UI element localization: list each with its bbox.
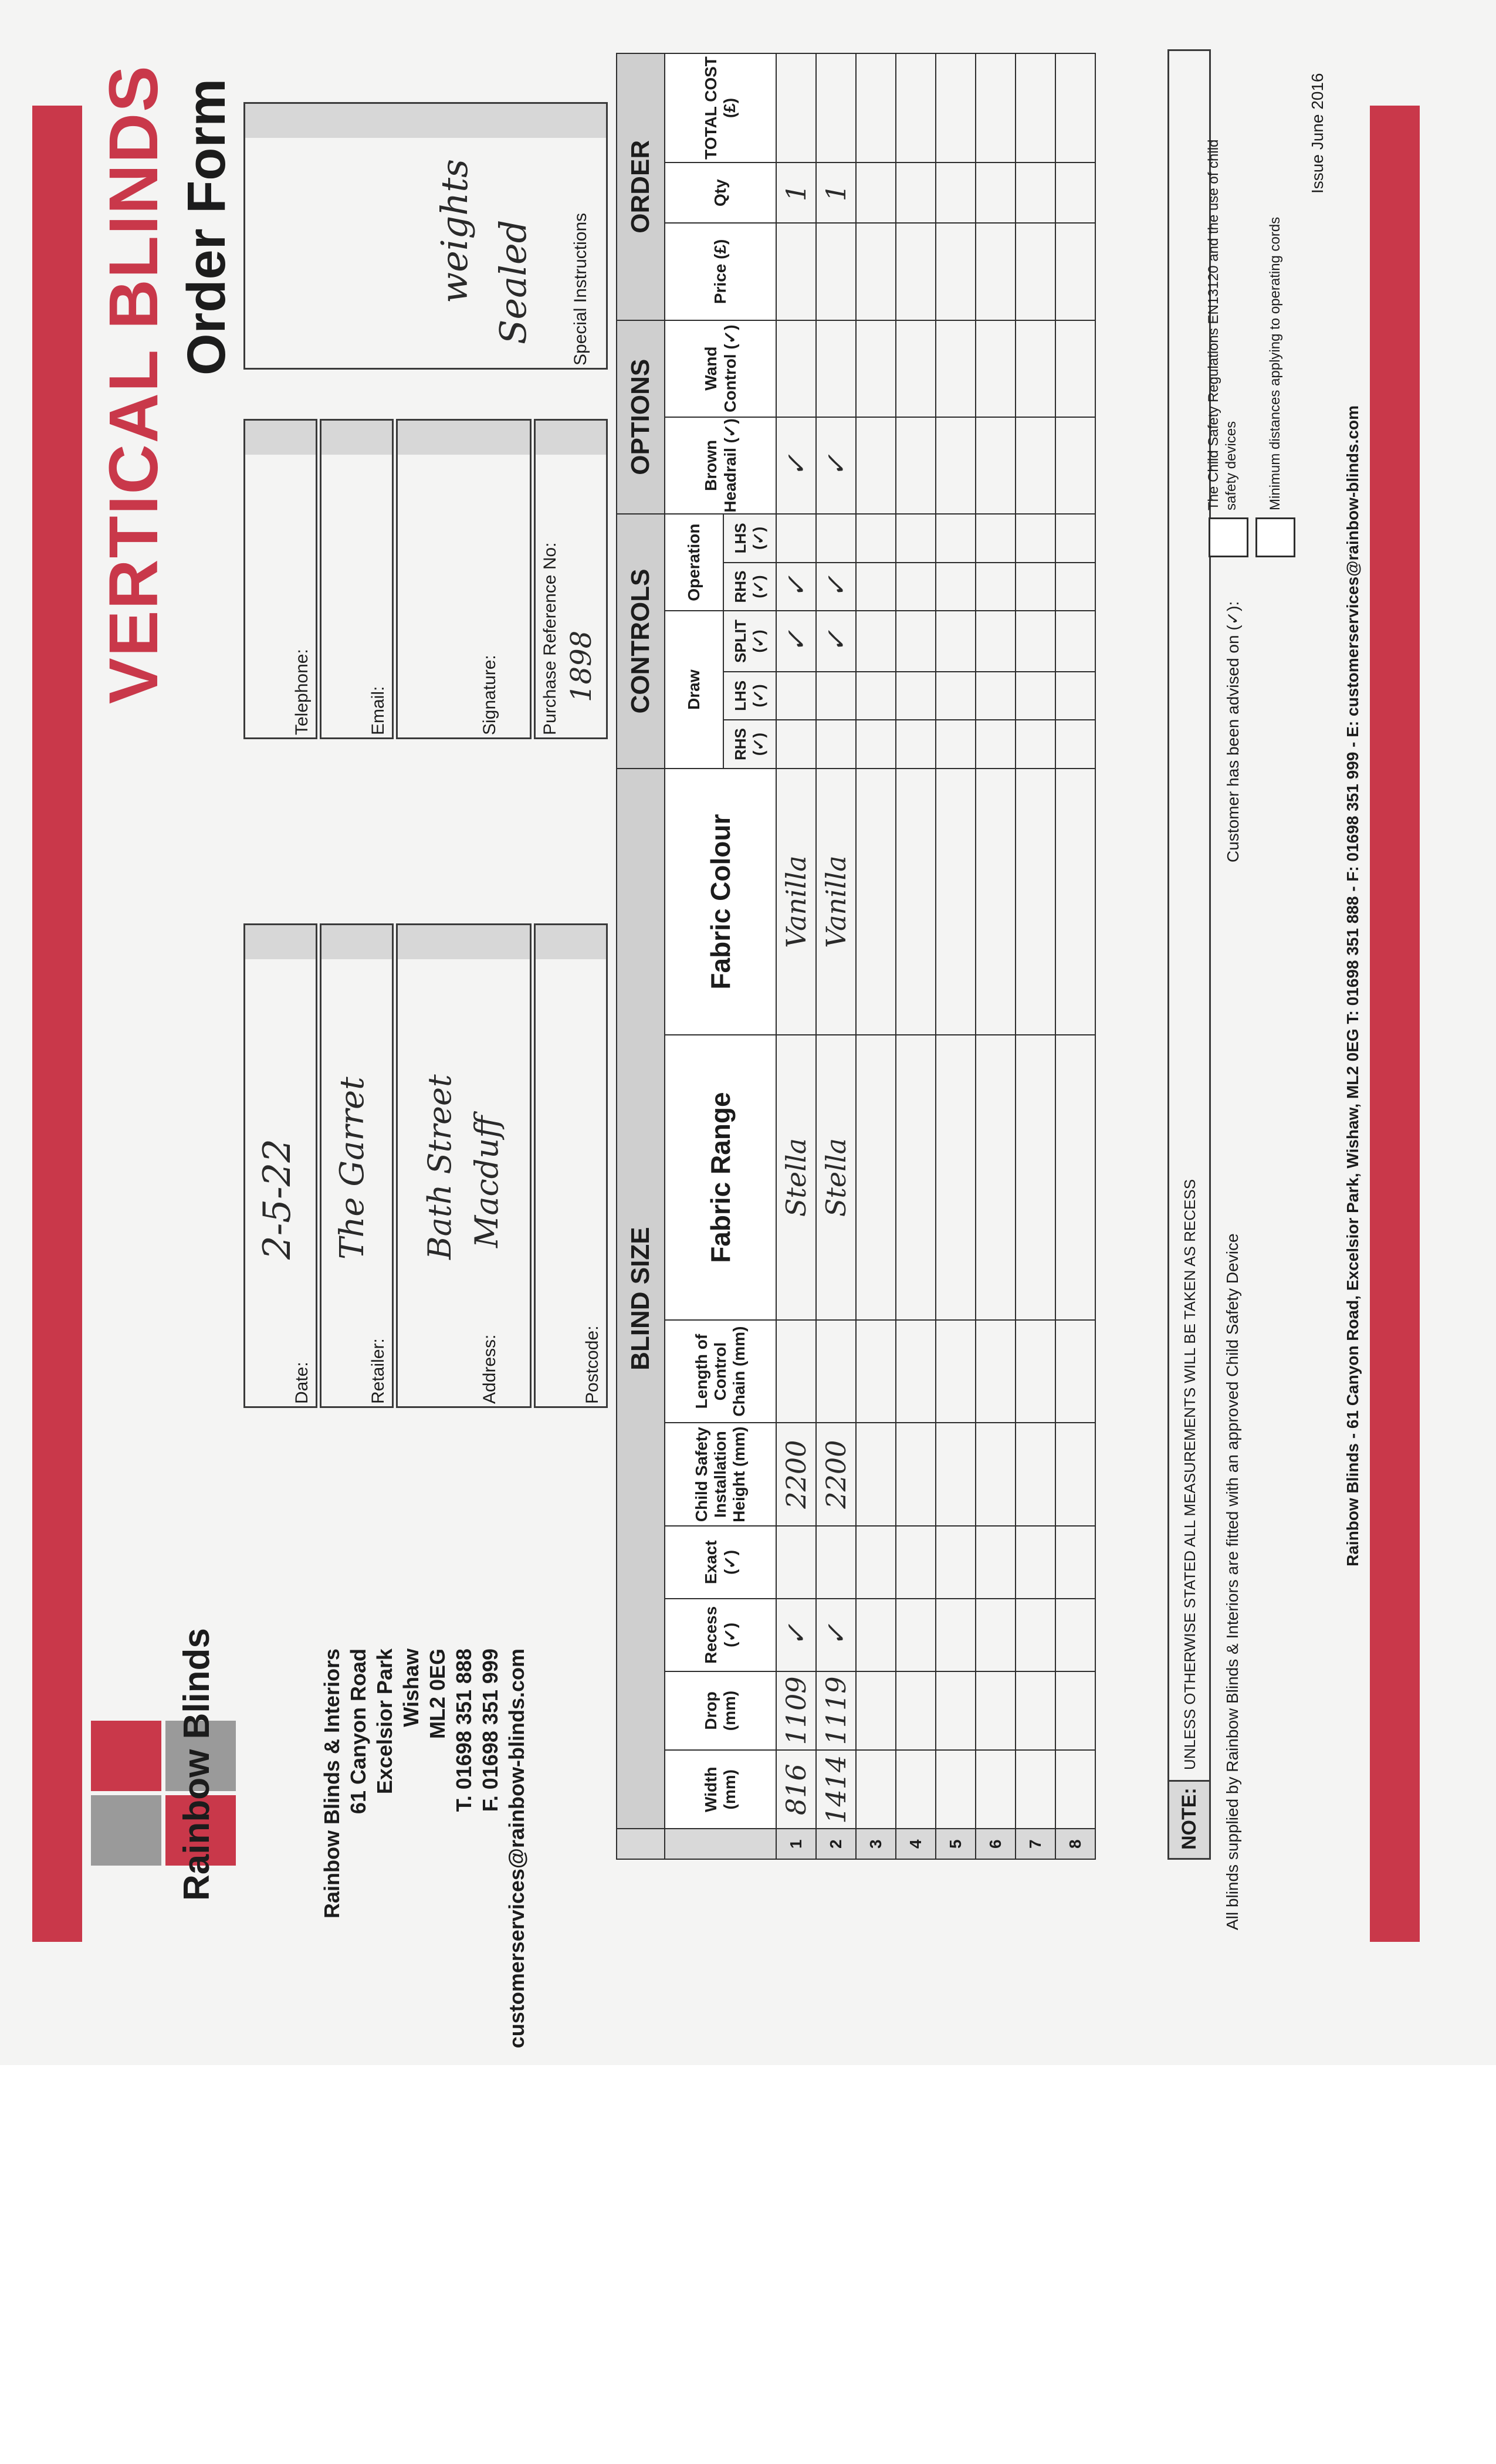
cell-range[interactable] (816, 1035, 856, 1319)
address-label: Address: (480, 1334, 499, 1404)
cell-drop[interactable] (776, 1671, 816, 1750)
company-name: Rainbow Blinds & Interiors (320, 1649, 344, 1919)
cell-value: ✓ (780, 629, 812, 653)
note-text: UNLESS OTHERWISE STATED ALL MEASUREMENTS WILL BE TAKEN AS RECESS (1181, 1179, 1199, 1770)
cell-exact[interactable] (856, 1526, 896, 1599)
row-number: 4 (896, 1829, 936, 1859)
cell-op-lhs[interactable] (1016, 514, 1055, 563)
drop-header: Drop (mm) (665, 1671, 776, 1750)
group-header-row (617, 53, 665, 1859)
company-email: customerservices@rainbow-blinds.com (505, 1649, 529, 2049)
cell-total[interactable] (896, 53, 936, 163)
cell-value: Vanilla (820, 855, 852, 948)
retailer-field[interactable] (320, 923, 394, 1408)
cell-recess[interactable] (1016, 1599, 1055, 1671)
bottom-accent-bar (1370, 106, 1420, 1942)
cell-child[interactable] (856, 1423, 896, 1526)
cell-op-lhs[interactable] (896, 514, 936, 563)
cell-chain[interactable] (976, 1320, 1016, 1423)
field-stripe (398, 925, 530, 959)
cell-exact[interactable] (1016, 1526, 1055, 1599)
cell-value: 1 (820, 184, 852, 202)
cell-op-lhs[interactable] (936, 514, 976, 563)
postcode-label: Postcode: (583, 1325, 602, 1404)
cell-draw-rhs[interactable] (1055, 720, 1095, 769)
cell-colour[interactable] (1016, 769, 1055, 1035)
cell-op-rhs[interactable] (976, 563, 1016, 611)
field-stripe (536, 421, 606, 455)
cell-op-rhs[interactable] (896, 563, 936, 611)
cell-qty[interactable] (1055, 163, 1095, 223)
cell-draw-rhs[interactable] (896, 720, 936, 769)
retailer-value: The Garret (333, 1077, 371, 1260)
cell-child[interactable] (1016, 1423, 1055, 1526)
company-postcode: ML2 0EG (425, 1649, 449, 1739)
cell-value: Stella (820, 1138, 852, 1217)
operation-header: Operation (665, 514, 723, 611)
cell-range[interactable] (896, 1035, 936, 1319)
cell-range[interactable] (976, 1035, 1016, 1319)
draw-rhs-header: RHS (✓) (723, 720, 776, 769)
qty-header: Qty (665, 163, 776, 223)
customer-advised-text: Customer has been advised on (✓): (1224, 601, 1242, 862)
cell-drop[interactable] (1055, 1671, 1095, 1750)
cell-op-rhs[interactable] (776, 563, 816, 611)
cell-op-rhs[interactable] (1016, 563, 1055, 611)
address-field[interactable] (396, 923, 532, 1408)
cell-exact[interactable] (816, 1526, 856, 1599)
row-number: 3 (856, 1829, 896, 1859)
table-row (776, 53, 816, 1859)
order-table (616, 53, 1096, 1860)
field-stripe (398, 421, 530, 455)
cell-range[interactable] (1055, 1035, 1095, 1319)
cell-child[interactable] (1055, 1423, 1095, 1526)
purchase-ref-label: Purchase Reference No: (540, 542, 560, 735)
cell-draw-split[interactable] (976, 611, 1016, 671)
cell-chain[interactable] (776, 1320, 816, 1423)
telephone-label: Telephone: (292, 649, 312, 735)
cell-qty[interactable] (936, 163, 976, 223)
brand-name: Rainbow Blinds (177, 1628, 217, 1901)
blind-size-group: BLIND SIZE (617, 769, 665, 1829)
controls-group: CONTROLS (617, 514, 665, 769)
recess-header: Recess (✓) (665, 1599, 776, 1671)
cell-total[interactable] (936, 53, 976, 163)
company-phone: T. 01698 351 888 (452, 1649, 476, 1812)
cell-price[interactable] (1016, 223, 1055, 320)
cell-value: 1 (780, 184, 812, 202)
cell-value: ✓ (780, 454, 812, 477)
table-row (856, 53, 896, 1859)
brown-headrail-header: Brown Headrail (✓) (665, 417, 776, 514)
cell-brown[interactable] (1055, 417, 1095, 514)
cell-total[interactable] (776, 53, 816, 163)
child-safety-regulations-checkbox[interactable] (1209, 517, 1248, 557)
address-value-1: Bath Street (421, 1074, 458, 1260)
cell-draw-split[interactable] (816, 611, 856, 671)
cell-op-lhs[interactable] (816, 514, 856, 563)
row-number-header (617, 1829, 665, 1859)
row-number: 6 (976, 1829, 1016, 1859)
row-number: 1 (776, 1829, 816, 1859)
special-instructions-value-2: weights (433, 159, 476, 303)
purchase-ref-field[interactable] (534, 419, 608, 739)
cell-wand[interactable] (896, 320, 936, 417)
cell-exact[interactable] (776, 1526, 816, 1599)
cell-value: 2200 (780, 1440, 812, 1509)
cell-recess[interactable] (856, 1599, 896, 1671)
cell-price[interactable] (976, 223, 1016, 320)
retailer-label: Retailer: (368, 1338, 388, 1404)
cell-wand[interactable] (856, 320, 896, 417)
row-number: 7 (1016, 1829, 1055, 1859)
cell-price[interactable] (776, 223, 816, 320)
cell-drop[interactable] (936, 1671, 976, 1750)
signature-label: Signature: (480, 655, 499, 735)
cell-chain[interactable] (816, 1320, 856, 1423)
email-field[interactable] (320, 419, 394, 739)
wand-control-header: Wand Control (✓) (665, 320, 776, 417)
cell-width[interactable] (976, 1750, 1016, 1829)
cell-range[interactable] (936, 1035, 976, 1319)
cell-draw-lhs[interactable] (1055, 672, 1095, 720)
cell-brown[interactable] (976, 417, 1016, 514)
cell-recess[interactable] (936, 1599, 976, 1671)
cell-brown[interactable] (936, 417, 976, 514)
cell-colour[interactable] (896, 769, 936, 1035)
cell-value: ✓ (820, 575, 852, 598)
cell-child[interactable] (976, 1423, 1016, 1526)
cell-exact[interactable] (936, 1526, 976, 1599)
cell-op-lhs[interactable] (976, 514, 1016, 563)
top-accent-bar (32, 106, 82, 1942)
cell-value: 1109 (780, 1676, 812, 1745)
cell-draw-rhs[interactable] (1016, 720, 1055, 769)
cell-range[interactable] (856, 1035, 896, 1319)
footer-address: Rainbow Blinds - 61 Canyon Road, Excelsior Park, Wishaw, ML2 0EG T: 01698 351 888 - F: 01698 351 999 - E: customerservices@rainbow-blinds.com (1343, 405, 1362, 1566)
cell-total[interactable] (1016, 53, 1055, 163)
cell-width[interactable] (1016, 1750, 1055, 1829)
table-row (936, 53, 976, 1859)
cell-draw-rhs[interactable] (856, 720, 896, 769)
cell-value: Stella (780, 1138, 812, 1217)
cell-value: ✓ (820, 629, 852, 653)
cell-exact[interactable] (896, 1526, 936, 1599)
company-town: Wishaw (399, 1649, 423, 1727)
special-instructions-value-1: Sealed (492, 219, 534, 344)
table-row (976, 53, 1016, 1859)
minimum-distances-text: Minimum distances applying to operating cords (1267, 216, 1283, 510)
cell-recess[interactable] (896, 1599, 936, 1671)
cell-qty[interactable] (816, 163, 856, 223)
order-group: ORDER (617, 53, 665, 320)
cell-exact[interactable] (976, 1526, 1016, 1599)
cell-wand[interactable] (776, 320, 816, 417)
cell-brown[interactable] (816, 417, 856, 514)
cell-value: Vanilla (780, 855, 812, 948)
note-label: NOTE: (1178, 1788, 1200, 1850)
special-instructions-field[interactable] (243, 102, 608, 370)
cell-drop[interactable] (896, 1671, 936, 1750)
cell-colour[interactable] (976, 769, 1016, 1035)
cell-recess[interactable] (976, 1599, 1016, 1671)
field-stripe (245, 925, 316, 959)
cell-qty[interactable] (776, 163, 816, 223)
options-group: OPTIONS (617, 320, 665, 515)
date-value: 2-5-22 (256, 1138, 299, 1260)
cell-drop[interactable] (976, 1671, 1016, 1750)
cell-value: ✓ (820, 1623, 852, 1647)
issue-date: Issue June 2016 (1308, 73, 1326, 194)
cell-op-rhs[interactable] (1055, 563, 1095, 611)
cell-op-rhs[interactable] (856, 563, 896, 611)
page-subtitle: Order Form (177, 78, 236, 375)
cell-total[interactable] (976, 53, 1016, 163)
cell-total[interactable] (816, 53, 856, 163)
cell-range[interactable] (776, 1035, 816, 1319)
cell-draw-lhs[interactable] (976, 672, 1016, 720)
cell-colour[interactable] (936, 769, 976, 1035)
cell-draw-split[interactable] (1055, 611, 1095, 671)
cell-wand[interactable] (1055, 320, 1095, 417)
cell-total[interactable] (856, 53, 896, 163)
cell-draw-lhs[interactable] (856, 672, 896, 720)
cell-width[interactable] (816, 1750, 856, 1829)
signature-field[interactable] (396, 419, 532, 739)
cell-wand[interactable] (936, 320, 976, 417)
cell-draw-rhs[interactable] (936, 720, 976, 769)
price-header: Price (£) (665, 223, 776, 320)
cell-colour[interactable] (856, 769, 896, 1035)
cell-value: 2200 (820, 1440, 852, 1509)
cell-price[interactable] (936, 223, 976, 320)
chain-length-header: Length of Control Chain (mm) (665, 1320, 776, 1423)
purchase-ref-value: 1898 (565, 630, 598, 702)
cell-qty[interactable] (856, 163, 896, 223)
cell-draw-lhs[interactable] (1016, 672, 1055, 720)
cell-recess[interactable] (816, 1599, 856, 1671)
cell-draw-rhs[interactable] (776, 720, 816, 769)
cell-colour[interactable] (776, 769, 816, 1035)
cell-drop[interactable] (1016, 1671, 1055, 1750)
cell-width[interactable] (1055, 1750, 1095, 1829)
table-row (896, 53, 936, 1859)
cell-colour[interactable] (1055, 769, 1095, 1035)
logo-square-gray-1 (91, 1795, 161, 1866)
cell-total[interactable] (1055, 53, 1095, 163)
cell-value: ✓ (780, 1623, 812, 1647)
cell-qty[interactable] (896, 163, 936, 223)
cell-width[interactable] (856, 1750, 896, 1829)
draw-header: Draw (665, 611, 723, 769)
cell-brown[interactable] (1016, 417, 1055, 514)
cell-width[interactable] (776, 1750, 816, 1829)
cell-chain[interactable] (1016, 1320, 1055, 1423)
table-row (1016, 53, 1055, 1859)
note-box (1167, 49, 1211, 1860)
cell-recess[interactable] (776, 1599, 816, 1671)
cell-draw-lhs[interactable] (816, 672, 856, 720)
cell-value: ✓ (820, 454, 852, 477)
cell-draw-lhs[interactable] (776, 672, 816, 720)
cell-price[interactable] (896, 223, 936, 320)
field-stripe (536, 925, 606, 959)
cell-draw-lhs[interactable] (896, 672, 936, 720)
cell-draw-split[interactable] (856, 611, 896, 671)
cell-draw-split[interactable] (896, 611, 936, 671)
cell-value: ✓ (780, 575, 812, 598)
cell-brown[interactable] (776, 417, 816, 514)
date-field[interactable] (243, 923, 317, 1408)
cell-width[interactable] (896, 1750, 936, 1829)
cell-draw-rhs[interactable] (816, 720, 856, 769)
cell-qty[interactable] (1016, 163, 1055, 223)
cell-op-lhs[interactable] (776, 514, 816, 563)
table-row (1055, 53, 1095, 1859)
cell-brown[interactable] (896, 417, 936, 514)
company-fax: F. 01698 351 999 (478, 1649, 502, 1812)
cell-qty[interactable] (976, 163, 1016, 223)
width-header: Width (mm) (665, 1750, 776, 1829)
email-label: Email: (368, 686, 388, 735)
field-stripe (245, 104, 606, 138)
cell-draw-rhs[interactable] (976, 720, 1016, 769)
postcode-field[interactable] (534, 923, 608, 1408)
cell-range[interactable] (1016, 1035, 1055, 1319)
cell-op-rhs[interactable] (936, 563, 976, 611)
cell-wand[interactable] (976, 320, 1016, 417)
cell-exact[interactable] (1055, 1526, 1095, 1599)
child-safety-header: Child Safety Installation Height (mm) (665, 1423, 776, 1526)
row-number: 8 (1055, 1829, 1095, 1859)
exact-header: Exact (✓) (665, 1526, 776, 1599)
row-number: 5 (936, 1829, 976, 1859)
special-instructions-label: Special Instructions (571, 212, 590, 365)
cell-draw-lhs[interactable] (936, 672, 976, 720)
operation-rhs-header: RHS (✓) (723, 563, 776, 611)
date-label: Date: (292, 1362, 312, 1404)
fabric-range-header: Fabric Range (665, 1035, 776, 1319)
cell-draw-split[interactable] (936, 611, 976, 671)
cell-child[interactable] (776, 1423, 816, 1526)
cell-child[interactable] (896, 1423, 936, 1526)
row-number-header (665, 1829, 776, 1859)
address-value-2: Macduff (468, 1115, 505, 1248)
cell-wand[interactable] (1016, 320, 1055, 417)
cell-child[interactable] (816, 1423, 856, 1526)
telephone-field[interactable] (243, 419, 317, 739)
cell-price[interactable] (1055, 223, 1095, 320)
note-label-cell (1169, 1780, 1209, 1858)
field-stripe (245, 421, 316, 455)
cell-op-lhs[interactable] (1055, 514, 1095, 563)
cell-price[interactable] (856, 223, 896, 320)
child-safety-regulations-text-1: The Child Safety Regulations EN13120 and the use of child (1206, 139, 1221, 510)
draw-split-header: SPLIT (✓) (723, 611, 776, 671)
cell-brown[interactable] (856, 417, 896, 514)
cell-value: 1119 (820, 1676, 852, 1745)
cell-child[interactable] (936, 1423, 976, 1526)
cell-chain[interactable] (936, 1320, 976, 1423)
company-area: Excelsior Park (373, 1649, 397, 1795)
cell-chain[interactable] (856, 1320, 896, 1423)
company-street: 61 Canyon Road (346, 1649, 370, 1815)
page-title: VERTICAL BLINDS (95, 65, 172, 704)
column-header-row (665, 53, 723, 1859)
table-row (816, 53, 856, 1859)
cell-drop[interactable] (816, 1671, 856, 1750)
field-stripe (321, 925, 392, 959)
child-safety-device-text: All blinds supplied by Rainbow Blinds & Interiors are fitted with an approved Child Safety Device (1223, 1233, 1241, 1930)
child-safety-regulations-text-2: safety devices (1223, 421, 1239, 510)
cell-drop[interactable] (856, 1671, 896, 1750)
cell-colour[interactable] (816, 769, 856, 1035)
cell-op-rhs[interactable] (816, 563, 856, 611)
cell-draw-split[interactable] (1016, 611, 1055, 671)
operation-lhs-header: LHS (✓) (723, 514, 776, 563)
cell-width[interactable] (936, 1750, 976, 1829)
cell-value: 1414 (820, 1755, 852, 1824)
cell-op-lhs[interactable] (856, 514, 896, 563)
cell-wand[interactable] (816, 320, 856, 417)
cell-chain[interactable] (896, 1320, 936, 1423)
cell-value: 816 (780, 1764, 812, 1816)
cell-draw-split[interactable] (776, 611, 816, 671)
cell-recess[interactable] (1055, 1599, 1095, 1671)
row-number: 2 (816, 1829, 856, 1859)
cell-chain[interactable] (1055, 1320, 1095, 1423)
logo-square-red-2 (91, 1721, 161, 1791)
draw-lhs-header: LHS (✓) (723, 672, 776, 720)
field-stripe (321, 421, 392, 455)
total-cost-header: TOTAL COST (£) (665, 53, 776, 163)
fabric-colour-header: Fabric Colour (665, 769, 776, 1035)
minimum-distances-checkbox[interactable] (1255, 517, 1295, 557)
cell-price[interactable] (816, 223, 856, 320)
order-rows (776, 53, 1095, 1859)
